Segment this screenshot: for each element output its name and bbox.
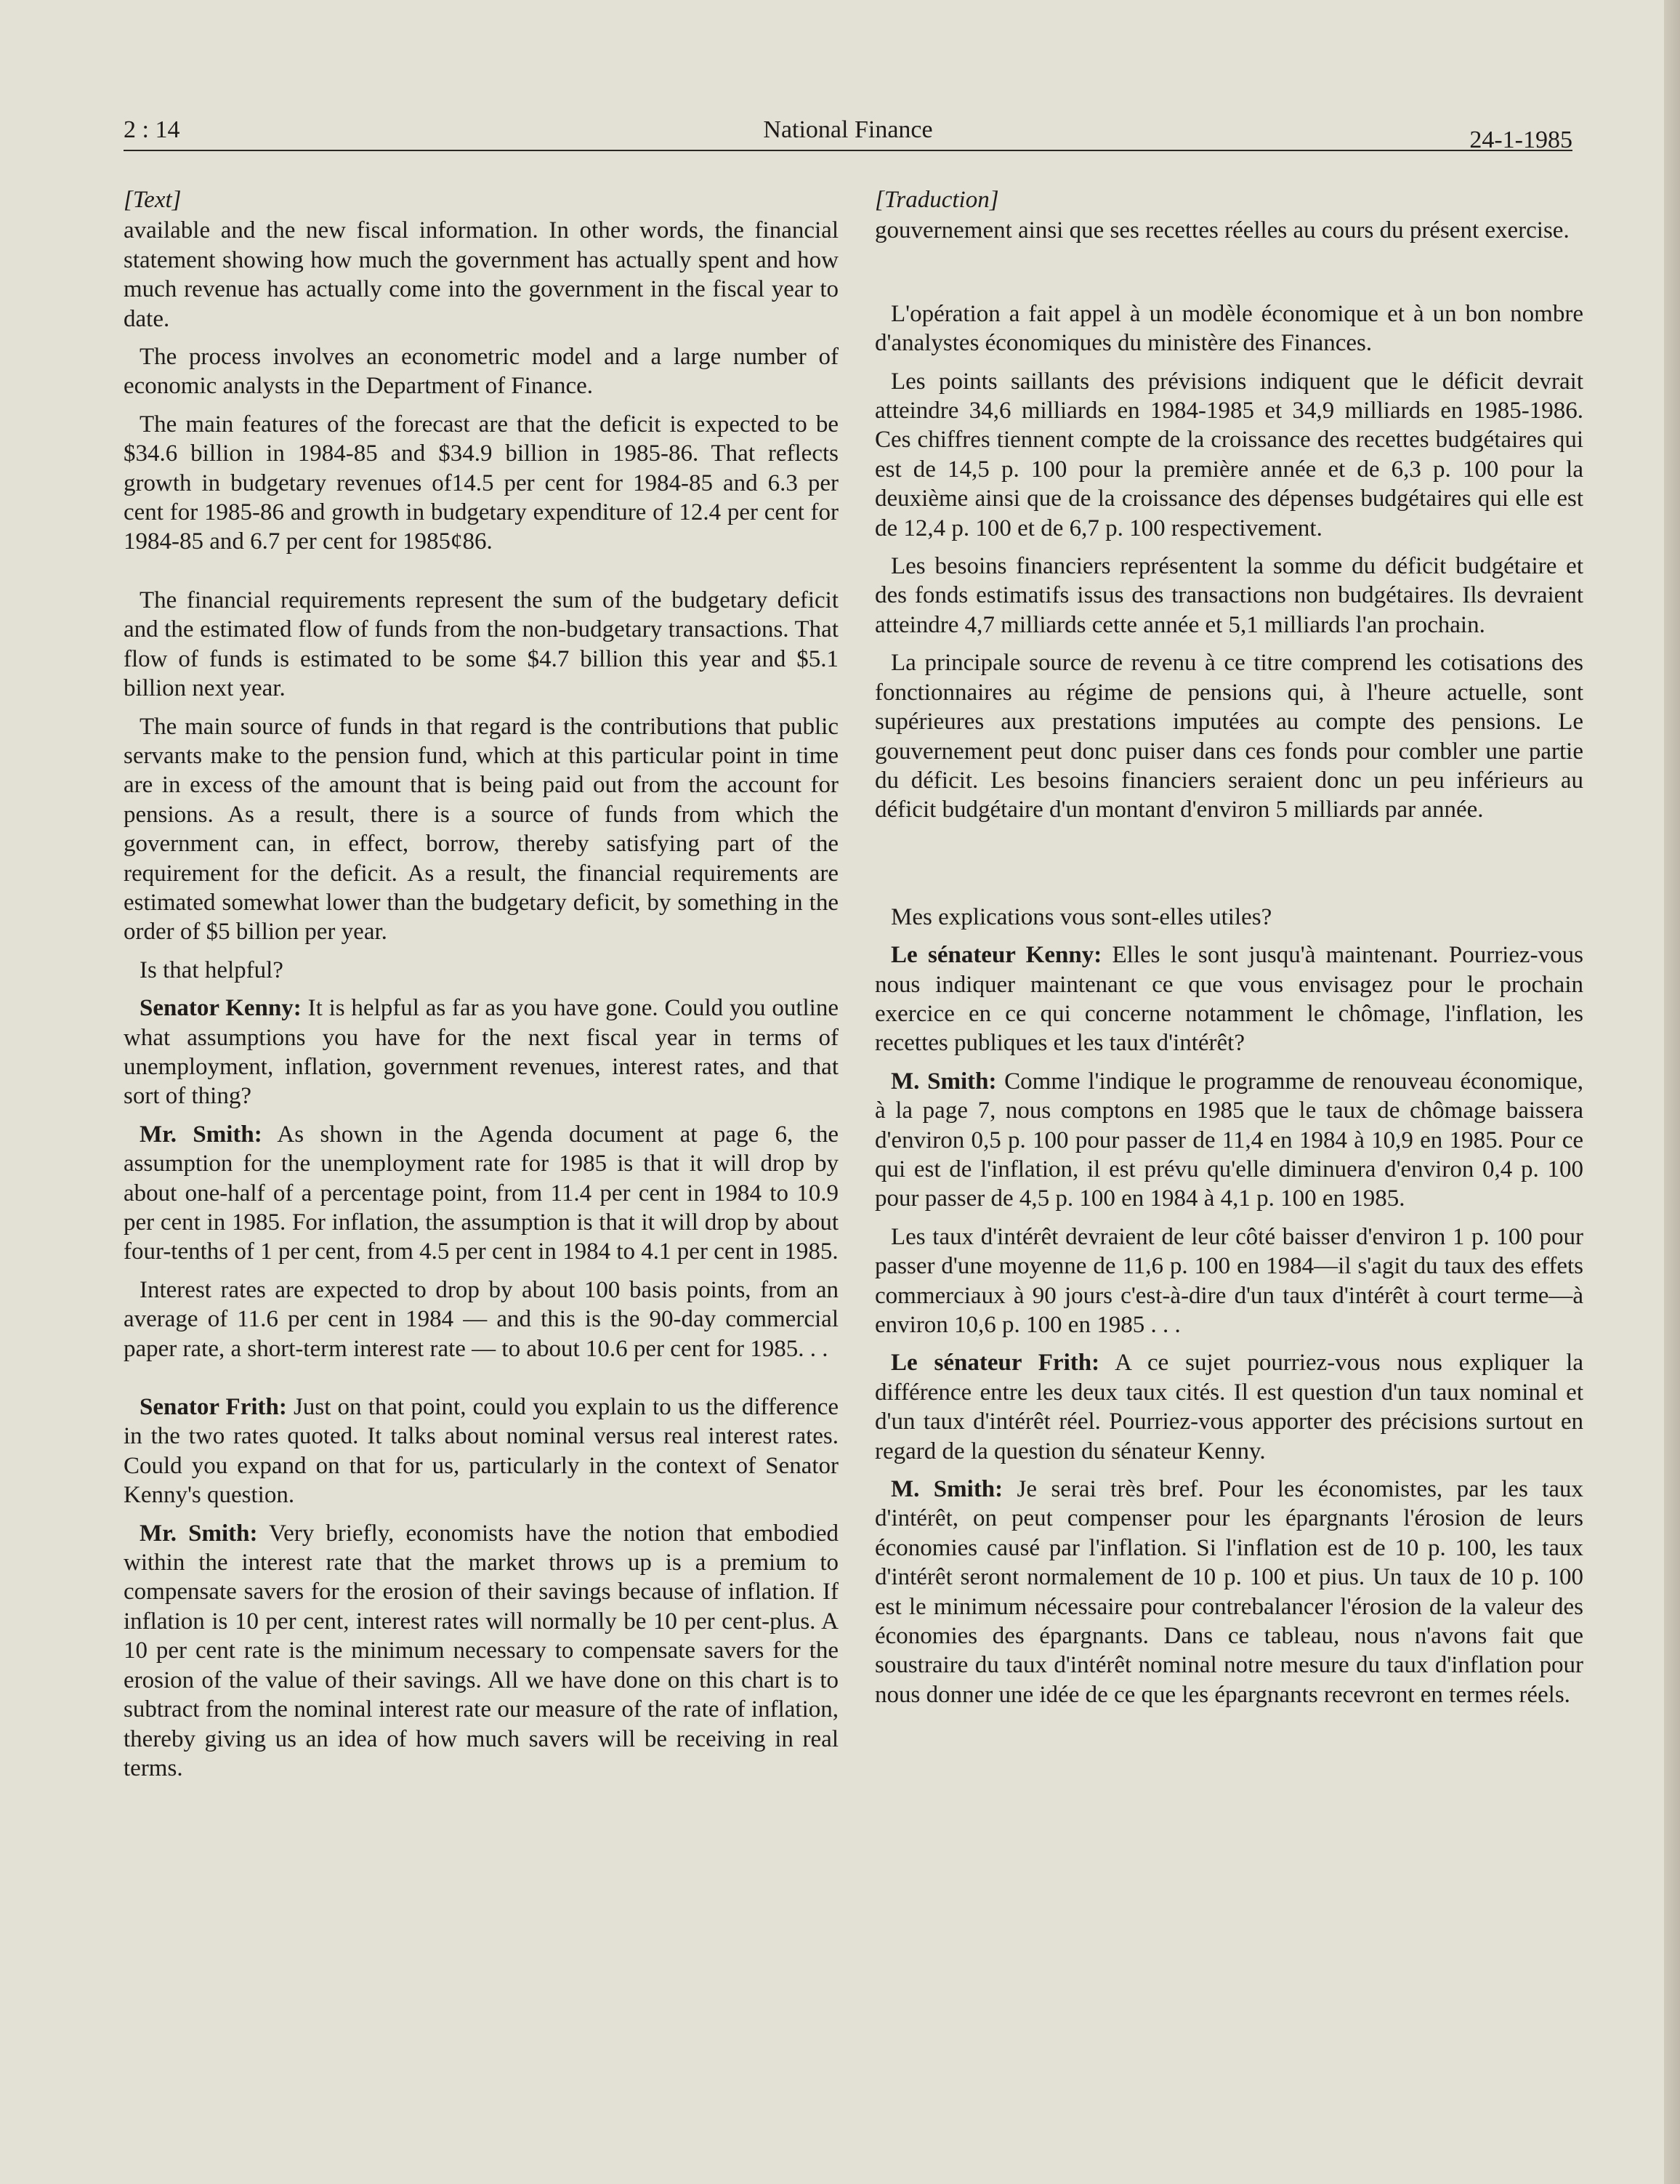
speaker-name: Mr. Smith:: [140, 1121, 262, 1148]
column-label: [Text]: [124, 187, 182, 213]
speaker-name: Senator Kenny:: [140, 995, 302, 1022]
paragraph: La principale source de revenu à ce titre comprend les cotisations des fonctionnaires au régime de pensions qui, à l'heure actuelle, sont supérieures aux prestations imputées au compte des pensions. Le gouvernement peut donc puiser dans ces fonds pour combler une partie du déficit. Les besoins financiers seraient donc un peu inférieurs au déficit budgétaire d'un montant d'environ 5 milliards par année.: [875, 650, 1583, 823]
paragraph: Mes explications vous sont-elles utiles?: [891, 903, 1272, 930]
running-header: [124, 113, 1572, 153]
journal-title: National Finance: [763, 116, 933, 143]
column-label: [Traduction]: [875, 187, 999, 213]
french-column: [875, 185, 1583, 1718]
speaker-name: Mr. Smith:: [140, 1520, 258, 1547]
paragraph: gouvernement ainsi que ses recettes réelles au cours du présent exercise.: [875, 217, 1570, 244]
speaker-paragraph: [124, 994, 839, 1111]
english-column: [124, 185, 839, 1792]
speaker-name: Le sénateur Frith:: [891, 1350, 1100, 1377]
speech-text: A ce sujet pourriez-vous nous expliquer la différence entre les deux taux cités. Il est question d'un taux nominal et d'un taux d'intérêt réel. Pourriez-vous apporter des précisions surtout en regard de la question du sénateur Kenny.: [875, 1350, 1583, 1464]
speaker-paragraph: [875, 1348, 1583, 1466]
paragraph: Les points saillants des prévisions indiquent que le déficit devrait atteindre 34,6 milliards en 1984-1985 et 34,9 milliards en 1985-1986. Ces chiffres tiennent compte de la croissance des recettes budgétaires qui est de 14,5 p. 100 pour la première année et de 6,3 p. 100 pour la deuxième ainsi que de la croissance des dépenses budgétaires qui elle est de 12,4 p. 100 et de 6,7 p. 100 respectivement.: [875, 368, 1583, 541]
paragraph: Les besoins financiers représentent la somme du déficit budgétaire et des fonds estimatifs issus des transactions non budgétaires. Ils devraient atteindre 4,7 milliards cette année et 5,1 milliards l'an prochain.: [875, 553, 1583, 638]
speech-text: As shown in the Agenda document at page 6, the assumption for the unemployment rate for 1985 is that it will drop by about one-half of a percentage point, from 11.4 per cent in 1984 to 10.9 per cent in 1985. For inflation, the assumption is that it will drop by about four-tenths of 1 per cent, from 4.5 per cent in 1984 to 4.1 per cent in 1985.: [124, 1121, 839, 1265]
page-edge: [1664, 0, 1680, 2184]
header-date: 24-1-1985: [1469, 126, 1572, 153]
paragraph: Is that helpful?: [140, 956, 283, 983]
speaker-paragraph: [124, 1120, 839, 1267]
paragraph: available and the new fiscal information. In other words, the financial statement showing how much the government has actually spent and how much revenue has actually come into the government in the fiscal year to date.: [124, 217, 839, 332]
speaker-paragraph: [124, 1519, 839, 1784]
spacer: [875, 834, 1583, 903]
speaker-name: M. Smith:: [891, 1068, 997, 1095]
header-rule: [124, 150, 1572, 151]
speaker-name: Le sénateur Kenny:: [891, 942, 1102, 969]
speaker-paragraph: [124, 1393, 839, 1510]
speech-text: Just on that point, could you explain to us the difference in the two rates quoted. It talks about nominal versus real interest rates. Could you expand on that for us, particularly in the context of Senator Kenny's question.: [124, 1394, 839, 1509]
spacer: [124, 565, 839, 586]
paragraph: The financial requirements represent the sum of the budgetary deficit and the estimated flow of funds from the non-budgetary transactions. That flow of funds is estimated to be some $4.7 billion this year and $5.1 billion next year.: [124, 587, 839, 702]
paragraph: The main source of funds in that regard is the contributions that public servants make to the pension fund, which at this particular point in time are in excess of the amount that is being paid out from the account for pensions. As a result, there is a source of funds from which the government can, in effect, borrow, thereby satisfying part of the requirement for the deficit. As a result, the financial requirements are estimated somewhat lower than the budgetary deficit, by something in the order of $5 billion per year.: [124, 713, 839, 946]
spacer: [875, 254, 1583, 299]
paragraph: Interest rates are expected to drop by about 100 basis points, from an average of 11.6 per cent in 1984 — and this is the 90-day commercial paper rate, a short-term interest rate — to about 10.6 per cent for 1985. . .: [124, 1276, 839, 1362]
spacer: [124, 1372, 839, 1393]
paragraph: Les taux d'intérêt devraient de leur côté baisser d'environ 1 p. 100 pour passer d'une moyenne de 11,6 p. 100 en 1984—il s'agit du taux des effets commerciaux à 90 jours c'est-à-dire d'un taux d'intérêt à court terme—à environ 10,6 p. 100 en 1985 . . .: [875, 1223, 1583, 1338]
speaker-paragraph: [875, 1067, 1583, 1214]
speech-text: It is helpful as far as you have gone. Could you outline what assumptions you have for the next fiscal year in terms of unemployment, inflation, government revenues, interest rates, and that sort of thing?: [124, 995, 839, 1110]
speech-text: Elles le sont jusqu'à maintenant. Pourriez-vous nous indiquer maintenant ce que vous envisagez pour le prochain exercice en ce qui concerne notamment le chômage, l'inflation, les recettes publiques et les taux d'intérêt?: [875, 942, 1583, 1057]
speech-text: Je serai très bref. Pour les économistes, par les taux d'intérêt, on peut compenser pour les épargnants l'érosion de leurs économies causé par l'inflation. Si l'inflation est de 10 p. 100, les taux d'intérêt seront normalement de 10 p. 100 et pius. Un taux de 10 p. 100 est le minimum nécessaire pour contrebalancer l'érosion de la valeur des économies des épargnants. Dans ce tableau, nous n'avons fait que soustraire du taux d'intérêt nominal notre mesure du taux d'inflation pour nous donner une idée de ce que les épargnants recevront en termes réels.: [875, 1476, 1584, 1708]
page-number: 2 : 14: [124, 116, 180, 143]
speech-text: Comme l'indique le programme de renouveau économique, à la page 7, nous comptons en 1985 que le taux de chômage baissera d'environ 0,5 p. 100 pour passer de 11,4 en 1984 à 10,9 en 1985. Pour ce qui est de l'inflation, il est prévu qu'elle diminuera d'environ 0,4 p. 100 pour passer de 4,5 p. 100 en 1984 à 4,1 p. 100 en 1985.: [875, 1068, 1583, 1212]
speech-text: Very briefly, economists have the notion that embodied within the interest rate that the market throws up is a premium to compensate savers for the erosion of their savings because of inflation. If inflation is 10 per cent, interest rates will normally be 10 per cent-plus. A 10 per cent rate is the minimum necessary to compensate savers for the erosion of the value of their savings. All we have done on this chart is to subtract from the nominal interest rate our measure of the rate of inflation, thereby giving us an idea of how much savers will be receiving in real terms.: [124, 1520, 839, 1781]
speaker-name: Senator Frith:: [140, 1394, 287, 1421]
speaker-paragraph: [875, 940, 1583, 1058]
speaker-name: M. Smith:: [891, 1476, 1003, 1503]
paragraph: The main features of the forecast are that the deficit is expected to be $34.6 billion in 1984-85 and $34.9 billion in 1985-86. That reflects growth in budgetary revenues of14.5 per cent for 1984-85 and 6.3 per cent for 1985-86 and growth in budgetary expenditure of 12.4 per cent for 1984-85 and 6.7 per cent for 1985¢86.: [124, 411, 839, 555]
speaker-paragraph: [875, 1475, 1583, 1709]
paragraph: The process involves an econometric model and a large number of economic analysts in the Department of Finance.: [124, 344, 839, 400]
paragraph: L'opération a fait appel à un modèle économique et à un bon nombre d'analystes économiques du ministère des Finances.: [875, 300, 1583, 357]
